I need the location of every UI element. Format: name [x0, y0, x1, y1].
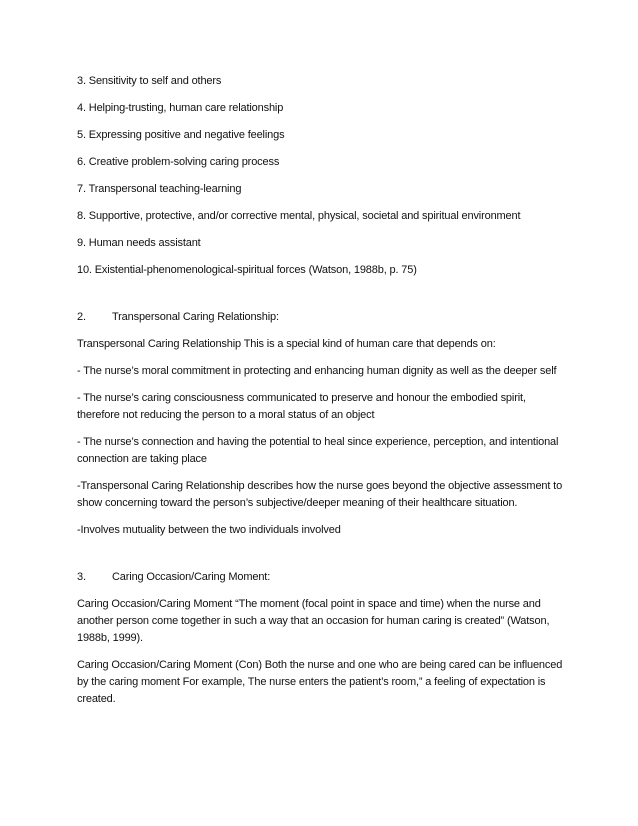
- spacer: [77, 289, 569, 309]
- section-heading: [77, 309, 569, 326]
- paragraph: - The nurse’s connection and having the potential to heal since experience, perception, and intentional connection are taking place: [77, 436, 559, 465]
- list-item: 9. Human needs assistant: [77, 237, 201, 249]
- section-number: 3.: [77, 571, 86, 583]
- section-transpersonal-caring-relationship: [77, 309, 569, 539]
- list-item: 6. Creative problem-solving caring process: [77, 156, 280, 168]
- paragraph: -Transpersonal Caring Relationship describes how the nurse goes beyond the objective assessment to show concerning toward the person’s subjective/deeper meaning of their healthcare situation.: [77, 480, 563, 509]
- section-heading: [77, 569, 569, 586]
- document-body: [77, 73, 569, 718]
- section-caring-occasion: [77, 569, 569, 708]
- section-title: Caring Occasion/Caring Moment:: [112, 571, 271, 583]
- caritive-factors-list: [77, 73, 569, 279]
- list-item: 3. Sensitivity to self and others: [77, 75, 222, 87]
- spacer: [77, 549, 569, 569]
- paragraph: - The nurse’s caring consciousness communicated to preserve and honour the embodied spirit, therefore not reducing the person to a moral status of an object: [77, 392, 526, 421]
- section-title: Transpersonal Caring Relationship:: [112, 311, 279, 323]
- list-item: 10. Existential-phenomenological-spiritual forces (Watson, 1988b, p. 75): [77, 264, 417, 276]
- paragraph: Caring Occasion/Caring Moment (Con) Both the nurse and one who are being cared can be influenced by the caring moment For example, The nurse enters the patient’s room,” a feeling of expectation is created.: [77, 659, 563, 705]
- list-item: 4. Helping-trusting, human care relationship: [77, 102, 284, 114]
- section-number: 2.: [77, 311, 86, 323]
- paragraph: -Involves mutuality between the two individuals involved: [77, 524, 341, 536]
- list-item: 8. Supportive, protective, and/or corrective mental, physical, societal and spiritual environment: [77, 210, 521, 222]
- list-item: 7. Transpersonal teaching-learning: [77, 183, 242, 195]
- paragraph: Caring Occasion/Caring Moment “The moment (focal point in space and time) when the nurse and another person come together in such a way that an occasion for human caring is created” (Watson, 1988b, 1999).: [77, 598, 550, 644]
- list-item: 5. Expressing positive and negative feelings: [77, 129, 285, 141]
- paragraph: - The nurse’s moral commitment in protecting and enhancing human dignity as well as the deeper self: [77, 365, 557, 377]
- paragraph: Transpersonal Caring Relationship This is a special kind of human care that depends on:: [77, 338, 496, 350]
